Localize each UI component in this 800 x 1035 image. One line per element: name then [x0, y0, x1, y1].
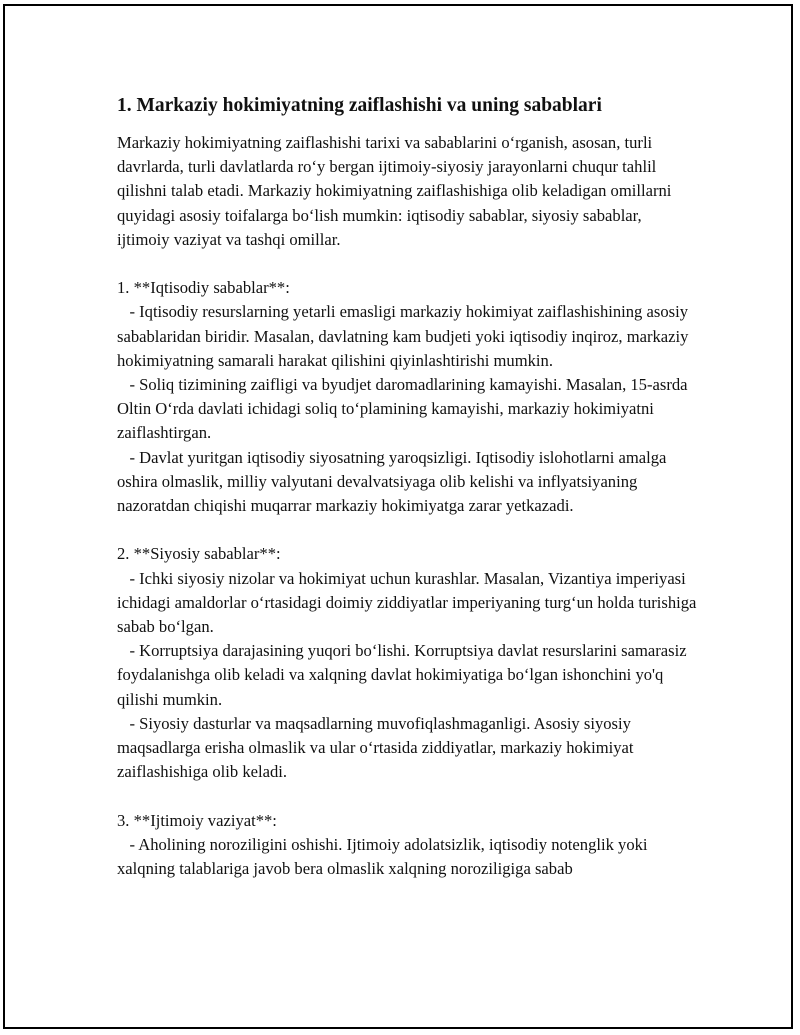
list-item: - Davlat yuritgan iqtisodiy siyosatning yaroqsizligi. Iqtisodiy islohotlarni amalga oshira olmaslik, milliy valyutani devalvatsiyaga olib kelishi va inflyatsiyaning nazoratdan chiqishi muqarrar markaziy hokimiyatga zarar yetkazadi.: [117, 447, 671, 516]
section-title: 1. **Iqtisodiy sabablar**:: [117, 278, 290, 298]
section-political: [117, 542, 701, 784]
list-item: - Siyosiy dasturlar va maqsadlarning muvofiqlashmaganligi. Asosiy siyosiy maqsadlarga erisha olmaslik va ular oʻrtasida ziddiyatlar, markaziy hokimiyat zaiflashishiga olib keladi.: [117, 713, 638, 782]
list-item: - Aholining noroziligini oshishi. Ijtimoiy adolatsizlik, iqtisodiy notenglik yoki xalqning talablariga javob bera olmaslik xalqning noroziligiga sabab: [117, 834, 652, 879]
list-item: - Soliq tizimining zaifligi va byudjet daromadlarining kamayishi. Masalan, 15-asrda Oltin Oʻrda davlati ichidagi soliq toʻplamining kamayishi, markaziy hokimiyatni zaiflashtirgan.: [117, 375, 692, 443]
blank-line: [117, 252, 697, 276]
document-body: [117, 93, 701, 881]
intro-paragraph: Markaziy hokimiyatning zaiflashishi tarixi va sabablarini oʻrganish, asosan, turli davrlarda, turli davlatlarda roʻy bergan ijtimoiy-siyosiy jarayonlarni chuqur tahlil qilishni talab etadi. Markaziy hokimiyatning zaiflashishiga olib keladigan omillarni quyidagi asosiy toifalarga boʻlish mumkin: iqtisodiy sabablar, siyosiy sabablar, ijtimoiy vaziyat va tashqi omillar.: [117, 133, 676, 249]
blank-line: [117, 518, 697, 542]
list-item: - Iqtisodiy resurslarning yetarli emasligi markaziy hokimiyat zaiflashishining asosiy sabablaridan biridir. Masalan, davlatning kam budjeti yoki iqtisodiy inqiroz, markaziy hokimiyatning samarali harakat qilishini qiyinlashtirishi mumkin.: [117, 302, 693, 370]
section-economic: [117, 276, 697, 518]
section-title: 3. **Ijtimoiy vaziyat**:: [117, 810, 277, 830]
list-item: - Korruptsiya darajasining yuqori boʻlishi. Korruptsiya davlat resurslarini samarasiz foydalanishga olib keladi va xalqning davlat hokimiyatiga boʻlgan ishonchini yo'q qilishi mumkin.: [117, 641, 691, 709]
section-heading: 1. Markaziy hokimiyatning zaiflashishi va uning sabablari: [117, 95, 602, 116]
section-social: [117, 809, 697, 882]
section-title: 2. **Siyosiy sabablar**:: [117, 544, 281, 564]
blank-line: [117, 784, 697, 808]
list-item: - Ichki siyosiy nizolar va hokimiyat uchun kurashlar. Masalan, Vizantiya imperiyasi ichidagi amaldorlar oʻrtasidagi doimiy ziddiyatlar imperiyaning turgʻun holda turishiga sabab boʻlgan.: [117, 568, 701, 637]
